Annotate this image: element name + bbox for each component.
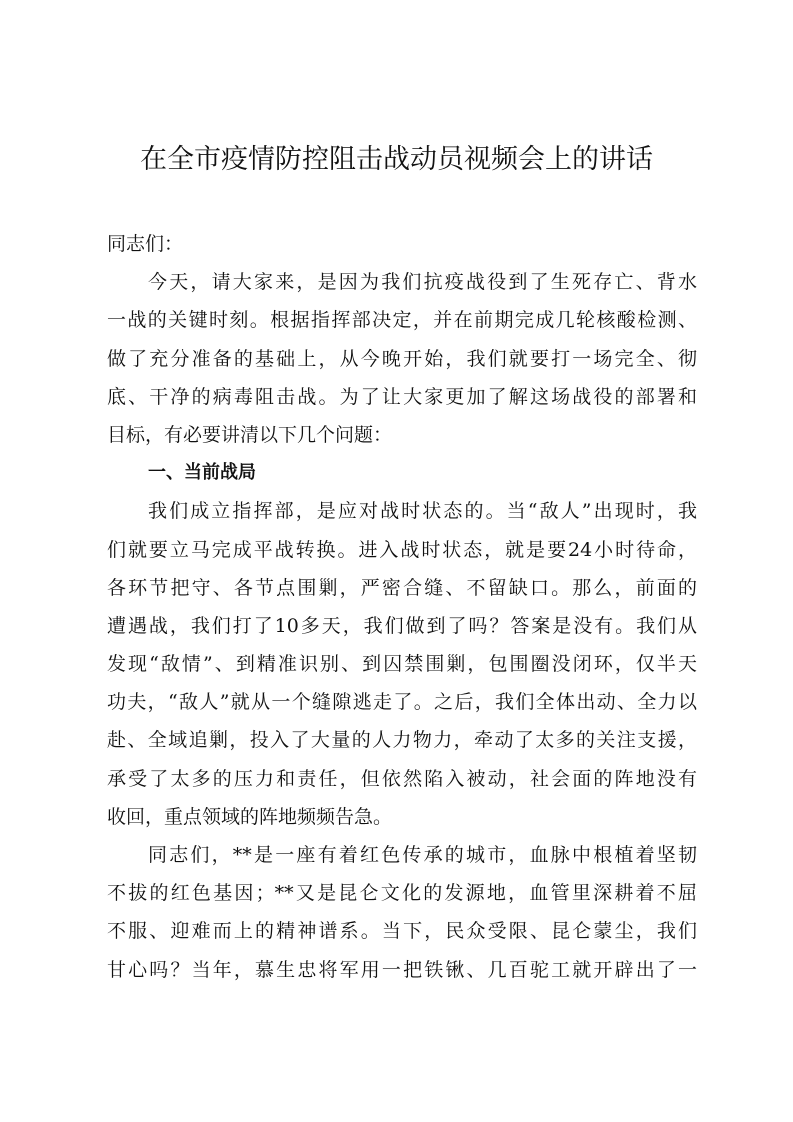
paragraph-line: 承受了太多的压力和责任，但依然陷入被动，社会面的阵地没有: [107, 767, 697, 790]
paragraph-line: 功夫，“敌人”就从一个缝隙逃走了。之后，我们全体出动、全力以: [107, 691, 697, 714]
paragraph-line: 做了充分准备的基础上，从今晚开始，我们就要打一场完全、彻: [107, 347, 697, 370]
paragraph-line: 今天，请大家来，是因为我们抗疫战役到了生死存亡、背水: [148, 271, 697, 294]
document-body: [107, 225, 697, 989]
paragraph-line: 一战的关键时刻。根据指挥部决定，并在前期完成几轮核酸检测、: [107, 309, 697, 332]
salutation-line: 同志们：: [107, 233, 184, 255]
paragraph-line: 收回，重点领域的阵地频频告急。: [107, 805, 393, 828]
paragraph-line: 赴、全域追剿，投入了大量的人力物力，牵动了太多的关注支援，: [107, 729, 697, 752]
paragraph-line: 们就要立马完成平战转换。进入战时状态，就是要24小时待命，: [107, 538, 697, 561]
paragraph-line: 甘心吗？当年，慕生忠将军用一把铁锹、几百驼工就开辟出了一: [107, 958, 697, 981]
paragraph-line: 不服、迎难而上的精神谱系。当下，民众受限、昆仑蒙尘，我们: [107, 920, 697, 943]
paragraph-line: 目标，有必要讲清以下几个问题：: [107, 423, 393, 446]
paragraph-line: 底、干净的病毒阻击战。为了让大家更加了解这场战役的部署和: [107, 385, 697, 408]
paragraph-line: 发现“敌情”、到精准识别、到囚禁围剿，包围圈没闭环，仅半天: [107, 653, 697, 676]
paragraph-line: 不拔的红色基因；**又是昆仑文化的发源地，血管里深耕着不屈: [107, 882, 697, 905]
section-heading: 一、当前战局: [148, 462, 256, 484]
document-title: 在全市疫情防控阻击战动员视频会上的讲话: [140, 144, 653, 175]
paragraph-line: 我们成立指挥部，是应对战时状态的。当“敌人”出现时，我: [148, 500, 697, 523]
paragraph-line: 同志们，**是一座有着红色传承的城市，血脉中根植着坚韧: [148, 844, 697, 866]
paragraph-line: 遭遇战，我们打了10多天，我们做到了吗？答案是没有。我们从: [107, 614, 697, 637]
paragraph-line: 各环节把守、各节点围剿，严密合缝、不留缺口。那么，前面的: [107, 576, 697, 599]
